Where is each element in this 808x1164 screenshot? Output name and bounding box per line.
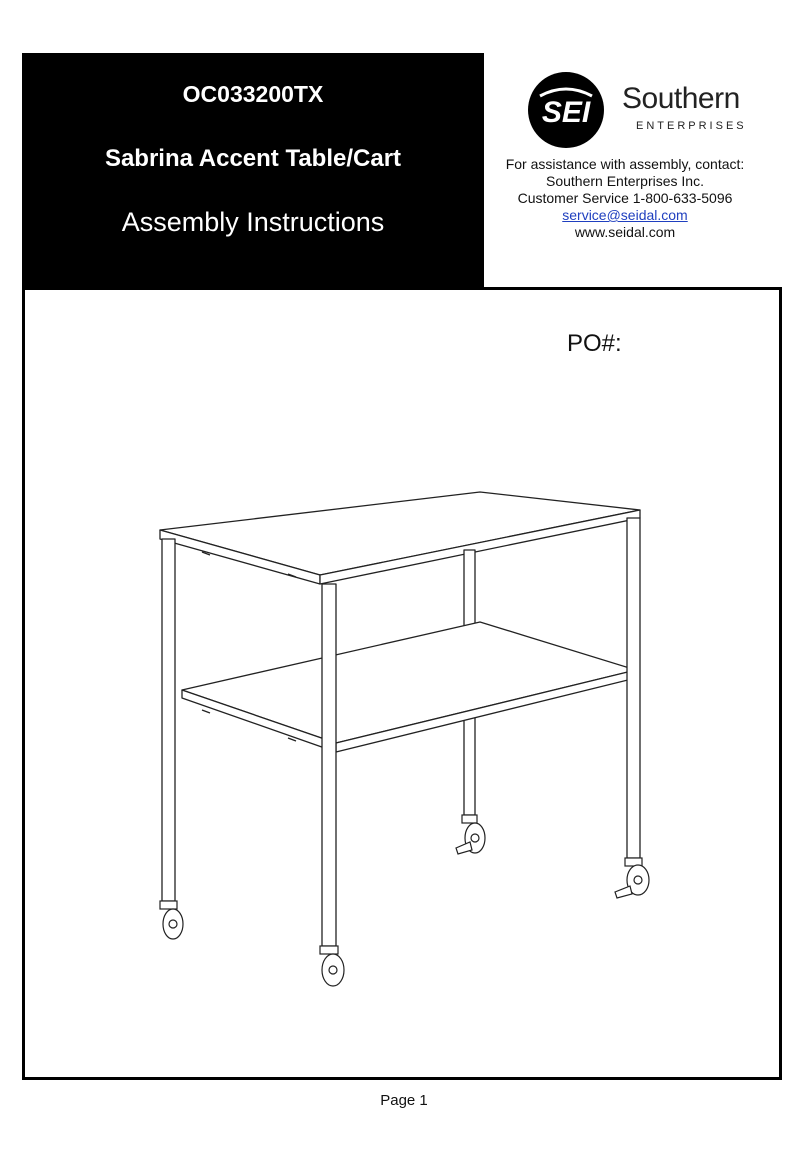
contact-info	[490, 156, 760, 241]
logo-mark-text: SEI	[541, 96, 591, 129]
contact-website[interactable]: www.seidal.com	[574, 224, 676, 240]
cart-illustration	[140, 470, 680, 990]
document-subtitle: Assembly Instructions	[121, 207, 385, 237]
caster-right	[615, 858, 649, 898]
logo-wordmark: Southern	[622, 82, 740, 115]
logo-tagline: ENTERPRISES	[636, 120, 747, 132]
contact-email-link[interactable]: service@seidal.com	[562, 207, 688, 223]
product-name: Sabrina Accent Table/Cart	[104, 145, 402, 172]
company-logo	[526, 70, 766, 150]
caster-front-left	[160, 901, 183, 939]
contact-company: Southern Enterprises Inc.	[546, 173, 704, 189]
caster-front-center	[320, 946, 344, 986]
model-number: OC033200TX	[182, 81, 324, 107]
sei-logo-icon	[526, 70, 608, 152]
page-number: Page 1	[380, 1092, 428, 1109]
caster-back	[456, 815, 485, 854]
contact-line-1: For assistance with assembly, contact:	[505, 156, 745, 172]
po-number-label: PO#:	[567, 330, 622, 357]
contact-phone: Customer Service 1-800-633-5096	[517, 190, 733, 206]
title-block	[22, 53, 484, 289]
